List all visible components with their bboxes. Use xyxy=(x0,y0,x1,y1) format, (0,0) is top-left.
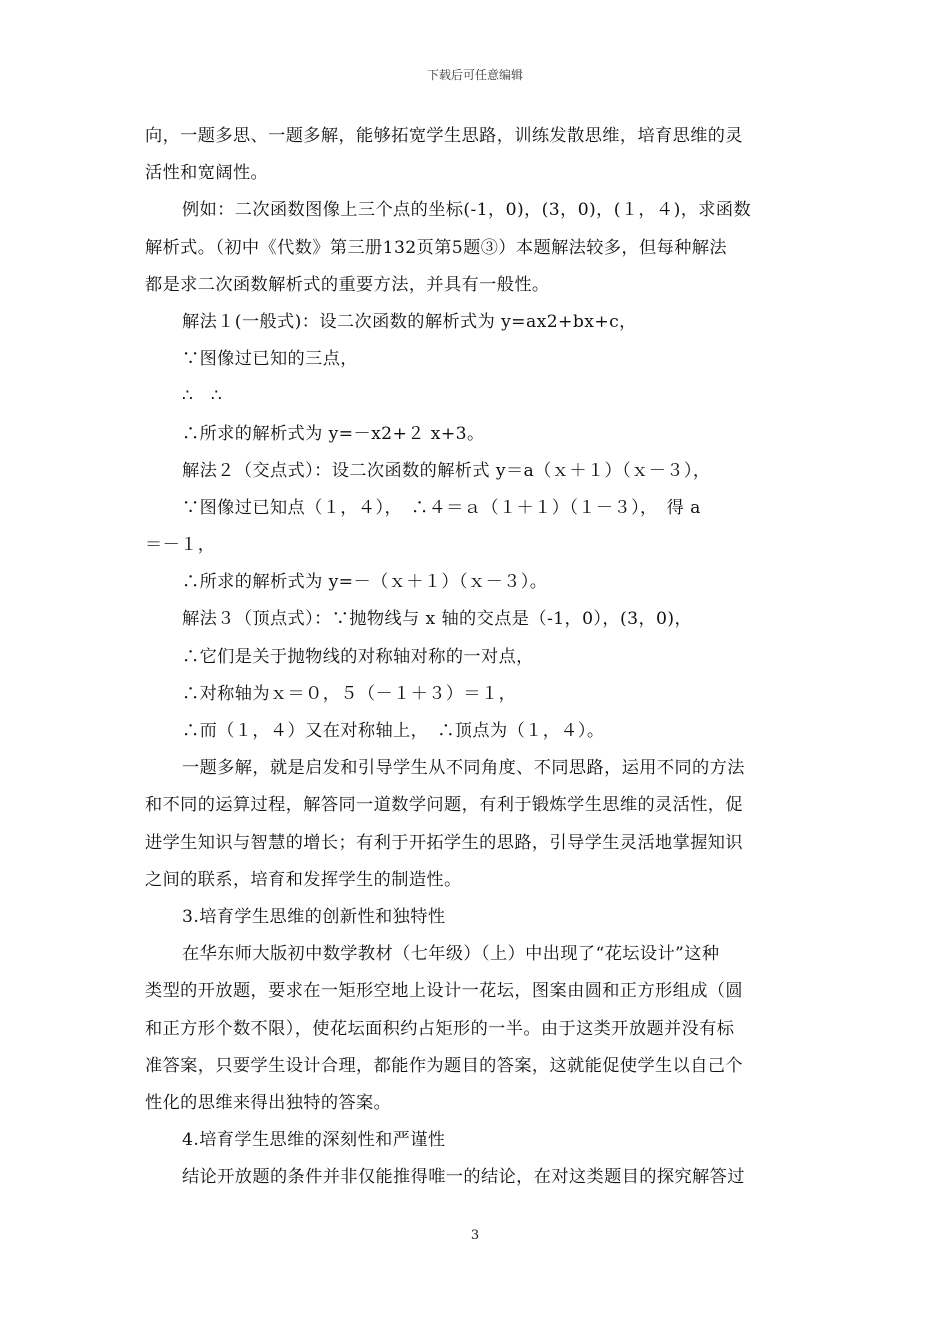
text-line: 准答案，只要学生设计合理，都能作为题目的答案，这就能促使学生以自己个 xyxy=(145,1055,743,1076)
page-number: 3 xyxy=(470,1228,480,1243)
text-line: 解法３（顶点式）：∵抛物线与 x 轴的交点是（-1，0），(3，0)， xyxy=(182,609,693,630)
text-line: 在华东师大版初中数学教材（七年级）（上）中出现了“花坛设计”这种 xyxy=(182,944,720,965)
text-line: 例如：二次函数图像上三个点的坐标(-1，0)，(3，0)，(１，４)，求函数 xyxy=(182,200,752,221)
text-line: ∴所求的解析式为 y=－x2+２ x+3。 xyxy=(182,423,485,444)
text-line: 类型的开放题，要求在一矩形空地上设计一花坛，图案由圆和正方形组成（圆 xyxy=(145,981,743,1002)
text-line: 之间的联系，培育和发挥学生的制造性。 xyxy=(145,869,462,890)
text-line: 结论开放题的条件并非仅能推得唯一的结论，在对这类题目的探究解答过 xyxy=(182,1167,745,1188)
text-line: 解法１(一般式)：设二次函数的解析式为 y=ax2+bx+c， xyxy=(182,311,637,332)
text-line: 都是求二次函数解析式的重要方法，并具有一般性。 xyxy=(145,274,550,295)
text-line: 性化的思维来得出独特的答案。 xyxy=(145,1092,392,1113)
text-line: 解析式。（初中《代数》第三册132页第5题③）本题解法较多，但每种解法 xyxy=(145,237,727,258)
text-line: 向，一题多思、一题多解，能够拓宽学生思路，训练发散思维，培育思维的灵 xyxy=(145,126,743,146)
text-line: ∴它们是关于抛物线的对称轴对称的一对点， xyxy=(182,646,534,667)
text-line: 解法２（交点式）：设二次函数的解析式 y＝a（ｘ＋１）（ｘ－３）， xyxy=(182,460,711,481)
text-line: 进学生知识与智慧的增长；有利于开拓学生的思路，引导学生灵活地掌握知识 xyxy=(145,832,743,853)
text-line: 活性和宽阔性。 xyxy=(145,163,269,184)
text-line: ∴ ∴ xyxy=(182,386,223,407)
text-line: ∵图像过已知的三点， xyxy=(182,349,358,370)
section-heading: 3.培育学生思维的创新性和独特性 xyxy=(182,906,446,927)
text-line: ∵图像过已知点（１，４）， ∴４＝ａ（１＋１）（１－３）， 得 a xyxy=(182,497,701,518)
body-text xyxy=(145,118,810,1196)
text-line: 一题多解，就是启发和引导学生从不同角度、不同思路，运用不同的方法 xyxy=(182,758,745,779)
text-line: ＝－１， xyxy=(145,535,216,556)
text-line: ∴所求的解析式为 y=－（ｘ＋１）（ｘ－３）。 xyxy=(182,572,548,593)
section-heading: 4.培育学生思维的深刻性和严谨性 xyxy=(182,1130,446,1151)
text-line: ∴而（１，４）又在对称轴上， ∴顶点为（１，４）。 xyxy=(182,721,605,741)
text-line: 和正方形个数不限），使花坛面积约占矩形的一半。由于这类开放题并没有标 xyxy=(145,1018,735,1039)
page-header: 下载后可任意编辑 xyxy=(426,68,523,82)
text-line: 和不同的运算过程，解答同一道数学问题，有利于锻炼学生思维的灵活性，促 xyxy=(145,795,743,816)
text-line: ∴对称轴为ｘ＝０，５（－１＋３）＝１， xyxy=(182,683,517,704)
